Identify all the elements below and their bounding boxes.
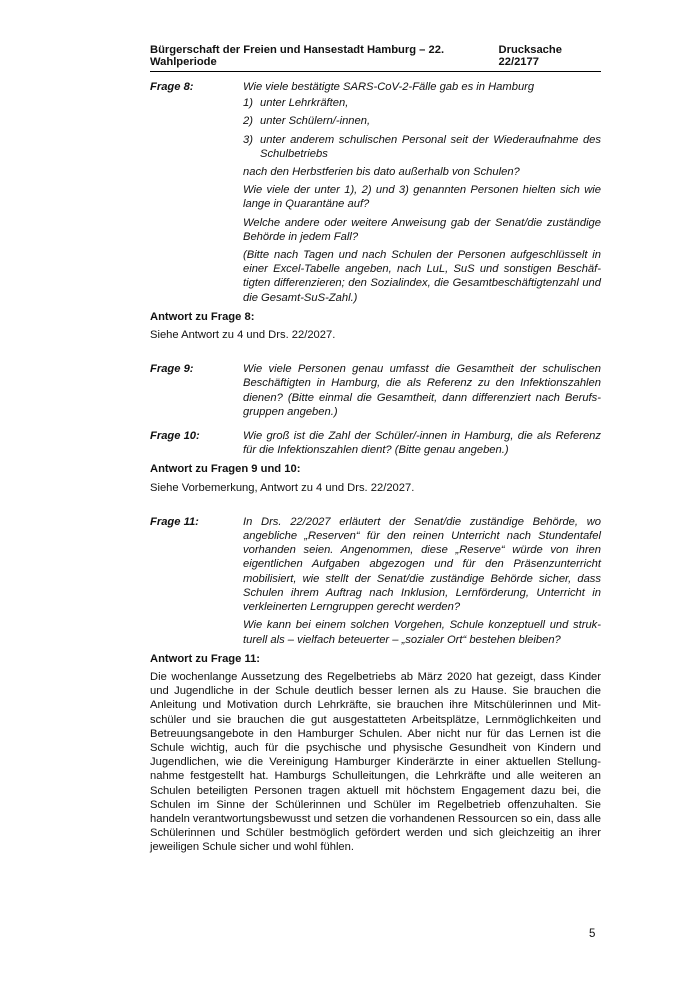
list-item	[243, 114, 601, 128]
question-10-label: Frage 10:	[150, 430, 200, 443]
question-9	[150, 362, 601, 419]
page-header	[150, 44, 601, 72]
question-8-list	[243, 96, 601, 161]
page-number: 5	[589, 928, 596, 940]
question-11-body	[243, 515, 601, 647]
question-10-text: Wie groß ist die Zahl der Schüler/-innen in Hamburg, die als Referenz für die Infektionszahlen dient? (Bitte genau angeben.)	[243, 430, 601, 457]
list-item	[243, 133, 601, 161]
question-8-label: Frage 8:	[150, 81, 194, 93]
answer-9-10-text: Siehe Vorbemerkung, Antwort zu 4 und Drs. 22/2027.	[150, 481, 415, 494]
question-11-paragraph: Wie kann bei einem solchen Vorgehen, Schule konzeptuell und strukturell als – vielfach beteuerter – „sozialer Ort“ bestehen bleiben?	[243, 619, 601, 646]
question-8-body	[243, 80, 601, 305]
question-9-body	[243, 362, 601, 419]
question-9-label: Frage 9:	[150, 363, 194, 376]
question-11	[150, 515, 601, 647]
question-8-paragraph: Welche andere oder weitere Anweisung gab der Senat/die zuständige Behörde in jedem Fall?	[243, 216, 601, 243]
question-8-intro: Wie viele bestätigte SARS-CoV-2-Fälle gab es in Hamburg	[243, 81, 535, 93]
answer-8-title: Antwort zu Frage 8:	[150, 310, 255, 323]
list-item-number: 1)	[243, 97, 253, 110]
list-item-text: unter Schülern/-innen,	[260, 115, 371, 128]
page-content	[150, 80, 601, 855]
header-title: Bürgerschaft der Freien und Hansestadt Hamburg – 22. Wahlperiode	[150, 44, 445, 68]
question-10-body	[243, 429, 601, 457]
question-8-paragraph: nach den Herbstferien bis dato außerhalb von Schulen?	[243, 166, 520, 179]
question-8-paragraph: (Bitte nach Tagen und nach Schulen der Personen aufgeschlüsselt in einer Excel-Tabelle angeben, nach LuL, SuS und sonstigen Beschäftigten differenzieren; den Sozialindex, die Gesamtbeschäftigtenzahl und die Gesamt-SuS-Zahl.)	[243, 249, 601, 304]
answer-11-title: Antwort zu Frage 11:	[150, 652, 261, 665]
header-doc-number: Drucksache 22/2177	[498, 44, 562, 68]
list-item-text: unter Lehrkräften,	[260, 97, 349, 110]
question-10	[150, 429, 601, 457]
question-8-paragraph: Wie viele der unter 1), 2) und 3) genannten Personen hielten sich wie lange in Quarantäne auf?	[243, 184, 601, 211]
list-item	[243, 96, 601, 110]
question-8	[150, 80, 601, 305]
question-11-label: Frage 11:	[150, 515, 199, 528]
question-9-text: Wie viele Personen genau umfasst die Gesamtheit der schulischen Beschäftigten in Hamburg, die als Referenz zu den Infektionszahlen dienen? (Bitte einmal die Gesamtheit, dann differenziert nach Berufsgruppen angeben.)	[243, 363, 601, 418]
answer-9-10-title: Antwort zu Fragen 9 und 10:	[150, 463, 301, 476]
answer-8-text: Siehe Antwort zu 4 und Drs. 22/2027.	[150, 329, 336, 342]
list-item-number: 2)	[243, 115, 253, 128]
list-item-text: unter anderem schulischen Personal seit der Wiederaufnahme des Schulbetriebs	[260, 133, 601, 160]
answer-11-text: Die wochenlange Aussetzung des Regelbetriebs ab März 2020 hat gezeigt, dass Kinder und Jugendliche in der Schule deutlich besser lernen als zu Hause. Sie brauchen die Anleitung und Motivation durch Lehrkräfte, sie brauchen ihre Mitschülerinnen und Mitschüler und sie brauchen die gut ausgestatteten Arbeitsplätze, Lernmöglichkeiten und Betreuungsangebote in den Hamburger Schulen. Aber nicht nur für das Lernen ist die Schule wichtig, auch für die psychische und physische Gesundheit von Kindern und Jugendlichen, wie die Vereinigung Hamburger Kinderärzte in einer aktuellen Stellungnahme festgestellt hat. Hamburgs Schulleitungen, die Lehrkräfte und alle weiteren an Schulen beteiligten Personen tragen aktuell mit höchstem Engagement dazu bei, die Schulen im Sinne der Schülerinnen und Schüler im Regelbetrieb offenzuhalten. Sie handeln verantwortungsbewusst und setzen die vorhandenen Ressourcen so ein, dass alle Schülerinnen und Schüler bestmöglich gefördert werden und sich gleichzeitig an ihrer jeweiligen Schule sicher und wohl fühlen.	[150, 670, 601, 854]
question-11-paragraph: In Drs. 22/2027 erläutert der Senat/die zuständige Behörde, wo angebliche „Reserven“ für den reinen Unterricht nach Stundentafel vorhanden seien. Angenommen, diese „Reserve“ würde von ihren eigentlichen Aufgaben abgezogen und für den Präsenzunterricht mobilisiert, wie stellt der Senat/die zuständige Behörde sicher, dass Schulen ihrem Auftrag nach Inklusion, Lernförderung, Unterricht in verkleinerten Lerngruppen gerecht werden?	[243, 515, 601, 614]
list-item-number: 3)	[243, 133, 253, 146]
